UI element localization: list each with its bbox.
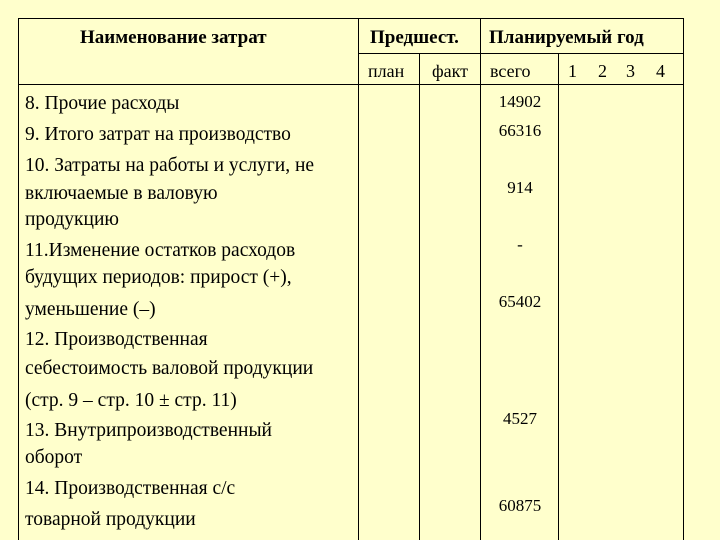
header-previous-year: Предшест. [370,27,459,48]
row-label-line: 14. Производственная с/с [25,478,236,499]
table-border-top [18,18,684,19]
row-total-value: 14902 [498,92,542,111]
header-fact: факт [432,61,469,81]
row-label-line: 10. Затраты на работы и услуги, не [25,155,315,176]
header-quarter-3: 3 [626,61,635,81]
column-divider-name [358,18,359,540]
row-label-line: 9. Итого затрат на производство [25,124,291,145]
header-name: Наименование затрат [80,27,267,48]
table-border-right [683,18,684,540]
table-border-left [18,18,19,540]
column-divider-plan-fact [419,54,420,540]
row-label-line: 13. Внутрипроизводственный [25,420,272,441]
header-quarter-4: 4 [656,61,665,81]
row-label-line: (стр. 9 – стр. 10 ± стр. 11) [25,390,237,411]
row-label-line: будущих периодов: прирост (+), [25,267,292,288]
row-label-line: продукцию [25,209,119,230]
row-label-line: товарной продукции [25,509,196,530]
header-planned-year: Планируемый год [489,27,644,48]
row-total-value: 914 [507,178,533,197]
row-total-value: 65402 [498,292,542,311]
row-total-value: 66316 [498,121,542,140]
header-total: всего [490,61,531,81]
row-label-line: оборот [25,447,83,468]
header-plan: план [368,61,405,81]
row-label-line: уменьшение (–) [25,299,156,320]
row-label-line: включаемые в валовую [25,183,218,204]
row-total-value: 4527 [503,409,537,428]
header-quarter-1: 1 [568,61,577,81]
row-label-line: 11.Изменение остатков расходов [25,240,296,261]
row-label-line: себестоимость валовой продукции [25,358,314,379]
header-quarter-2: 2 [598,61,607,81]
header-bottom-border [18,84,684,85]
row-label-line: 12. Производственная [25,329,208,350]
header-divider [358,53,684,54]
row-label-line: 8. Прочие расходы [25,93,180,114]
row-total-value: 60875 [498,496,542,515]
row-total-value: - [517,235,523,254]
